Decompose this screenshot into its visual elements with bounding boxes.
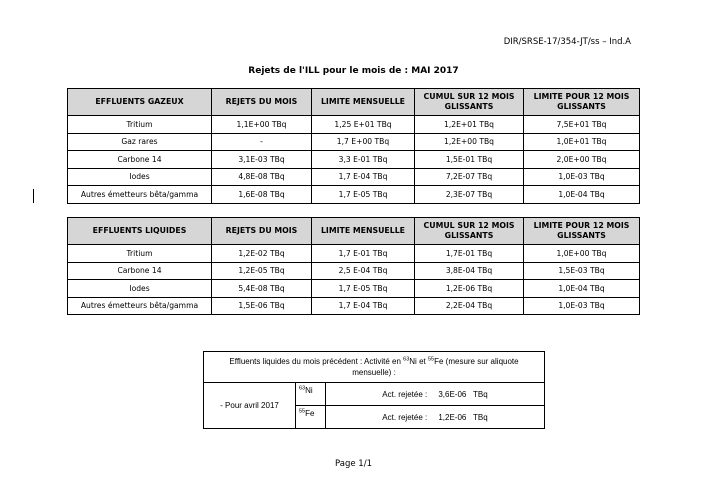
isotope-symbol: Fe (305, 409, 315, 418)
table-cell: 1,7 E-05 TBq (312, 186, 415, 204)
page-title: Rejets de l'ILL pour le mois de : MAI 2017 (248, 66, 459, 76)
isotope-cell (296, 383, 326, 406)
table-cell: 1,2E+00 TBq (415, 133, 524, 151)
column-header: EFFLUENTS LIQUIDES (68, 218, 212, 245)
table-cell: - (212, 133, 312, 151)
table-cell: 1,2E-05 TBq (212, 262, 312, 280)
table-cell: Autres émetteurs bêta/gamma (68, 186, 212, 204)
table-cell: 1,0E-04 TBq (524, 186, 640, 204)
column-header: REJETS DU MOIS (212, 89, 312, 116)
activity-label: Act. rejetée : (382, 412, 428, 422)
activity-value: 3,6E-06 (438, 389, 467, 399)
table-cell: Tritium (68, 245, 212, 263)
table-row (68, 245, 640, 263)
table-cell: Carbone 14 (68, 151, 212, 169)
table-cell: 2,2E-04 TBq (415, 297, 524, 315)
table-cell: 1,0E-03 TBq (524, 297, 640, 315)
table-header-row (68, 218, 640, 245)
table-cell: 5,4E-08 TBq (212, 280, 312, 298)
table-cell: Autres émetteurs bêta/gamma (68, 297, 212, 315)
ni-mass-number: 63 (403, 356, 410, 363)
header-text-end: (mesure sur aliquote mensuelle) : (352, 357, 519, 377)
activity-value: 1,2E-06 (438, 412, 467, 422)
table-cell: 1,5E-03 TBq (524, 262, 640, 280)
page-number: Page 1/1 (335, 459, 372, 469)
table-cell: 1,1E+00 TBq (212, 116, 312, 134)
table-cell: 7,5E+01 TBq (524, 116, 640, 134)
table-cell: 1,0E-04 TBq (524, 280, 640, 298)
table-cell: 1,5E-06 TBq (212, 297, 312, 315)
column-header: LIMITE POUR 12 MOIS GLISSANTS (524, 218, 640, 245)
isotope-symbol: Ni (305, 386, 313, 395)
table-cell: 1,7 E-04 TBq (312, 297, 415, 315)
table-cell: 3,1E-03 TBq (212, 151, 312, 169)
table-cell: 1,5E-01 TBq (415, 151, 524, 169)
table-cell: 1,0E-03 TBq (524, 168, 640, 186)
table-cell: 2,5 E-04 TBq (312, 262, 415, 280)
liquid-effluents-table (67, 217, 640, 315)
table-cell: Carbone 14 (68, 262, 212, 280)
activity-cell (326, 406, 545, 429)
table-cell: 4,8E-08 TBq (212, 168, 312, 186)
table-row (68, 151, 640, 169)
text-cursor (33, 189, 34, 203)
header-text: Effluents liquides du mois précédent : Activité en (229, 357, 404, 366)
table-row (68, 262, 640, 280)
activity-cell (326, 383, 545, 406)
gaseous-effluents-table (67, 88, 640, 204)
column-header: CUMUL SUR 12 MOIS GLISSANTS (415, 89, 524, 116)
document-reference: DIR/SRSE-17/354-JT/ss – Ind.A (503, 37, 631, 47)
isotope-cell (296, 406, 326, 429)
table-row (68, 280, 640, 298)
period-label: - Pour avril 2017 (204, 383, 296, 429)
table-cell: 3,3 E-01 TBq (312, 151, 415, 169)
table-cell: 1,7 E-01 TBq (312, 245, 415, 263)
column-header: EFFLUENTS GAZEUX (68, 89, 212, 116)
table-cell: 1,7 E-04 TBq (312, 168, 415, 186)
column-header: LIMITE MENSUELLE (312, 218, 415, 245)
table-cell: 1,2E-06 TBq (415, 280, 524, 298)
table-cell: 1,0E+01 TBq (524, 133, 640, 151)
previous-month-table (203, 351, 545, 429)
column-header: CUMUL SUR 12 MOIS GLISSANTS (415, 218, 524, 245)
activity-label: Act. rejetée : (382, 389, 428, 399)
table-cell: Iodes (68, 280, 212, 298)
table-cell: 7,2E-07 TBq (415, 168, 524, 186)
table-cell: Tritium (68, 116, 212, 134)
table-row (68, 133, 640, 151)
activity-unit: TBq (473, 389, 488, 399)
table-cell: Iodes (68, 168, 212, 186)
table-row (68, 186, 640, 204)
table-row (68, 297, 640, 315)
previous-month-header (204, 352, 545, 383)
table-cell: 1,2E+01 TBq (415, 116, 524, 134)
table-cell: 1,6E-08 TBq (212, 186, 312, 204)
activity-unit: TBq (473, 412, 488, 422)
column-header: LIMITE MENSUELLE (312, 89, 415, 116)
header-conjunction: et (416, 357, 428, 366)
table-cell: 1,7 E+00 TBq (312, 133, 415, 151)
table-cell: 1,25 E+01 TBq (312, 116, 415, 134)
isotope-mass: 63 (299, 385, 306, 392)
table-cell: 1,7E-01 TBq (415, 245, 524, 263)
column-header: LIMITE POUR 12 MOIS GLISSANTS (524, 89, 640, 116)
table-cell: 3,8E-04 TBq (415, 262, 524, 280)
table-cell: Gaz rares (68, 133, 212, 151)
table-cell: 1,7 E-05 TBq (312, 280, 415, 298)
table-cell: 2,3E-07 TBq (415, 186, 524, 204)
fe-symbol: Fe (434, 357, 444, 366)
table-row (68, 116, 640, 134)
table-row (68, 168, 640, 186)
isotope-mass: 55 (299, 408, 306, 415)
table-cell: 1,0E+00 TBq (524, 245, 640, 263)
column-header: REJETS DU MOIS (212, 218, 312, 245)
table-cell: 2,0E+00 TBq (524, 151, 640, 169)
table-header-row (68, 89, 640, 116)
table-cell: 1,2E-02 TBq (212, 245, 312, 263)
fe-mass-number: 55 (427, 356, 435, 363)
ni-symbol: Ni (409, 357, 417, 366)
